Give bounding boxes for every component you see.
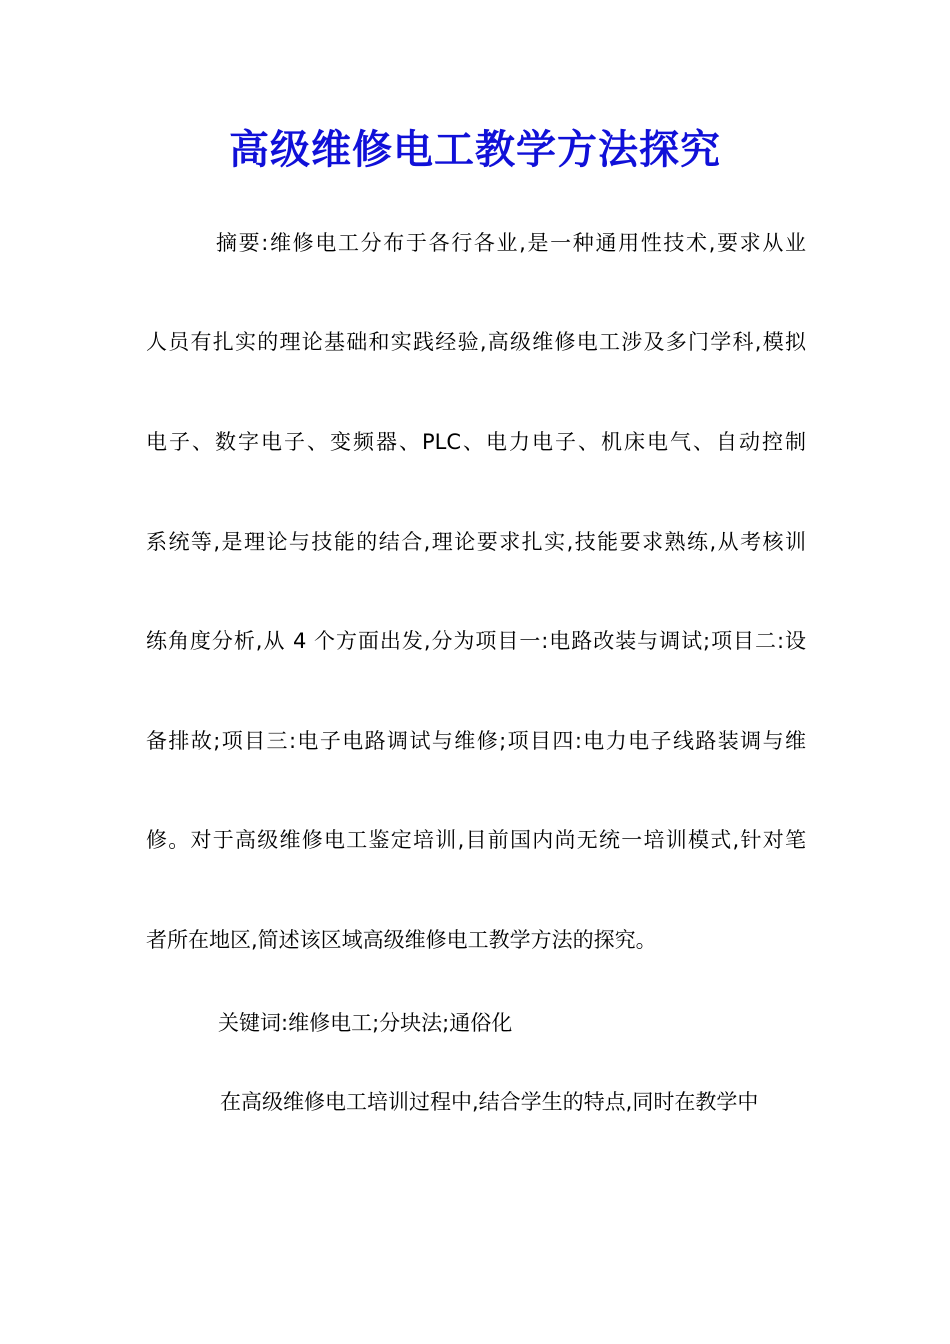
abstract-line-6: 备排故;项目三:电子电路调试与维修;项目四:电力电子线路装调与维 [146,729,806,753]
abstract-line-3: 电子、数字电子、变频器、PLC、电力电子、机床电气、自动控制 [146,430,806,454]
abstract-line-8: 者所在地区,简述该区域高级维修电工教学方法的探究。 [146,928,657,952]
abstract-line-7: 修。对于高级维修电工鉴定培训,目前国内尚无统一培训模式,针对笔 [146,828,806,852]
abstract-line-2: 人员有扎实的理论基础和实践经验,高级维修电工涉及多门学科,模拟 [146,330,806,354]
abstract-line-1: 摘要:维修电工分布于各行各业,是一种通用性技术,要求从业 [216,231,806,255]
keywords: 关键词:维修电工;分块法;通俗化 [218,1011,513,1035]
body-paragraph-start: 在高级维修电工培训过程中,结合学生的特点,同时在教学中 [220,1090,759,1114]
document-title: 高级维修电工教学方法探究 [229,126,721,173]
abstract-line-5: 练角度分析,从 4 个方面出发,分为项目一:电路改装与调试;项目二:设 [146,629,806,653]
abstract-line-4: 系统等,是理论与技能的结合,理论要求扎实,技能要求熟练,从考核训 [146,530,806,554]
